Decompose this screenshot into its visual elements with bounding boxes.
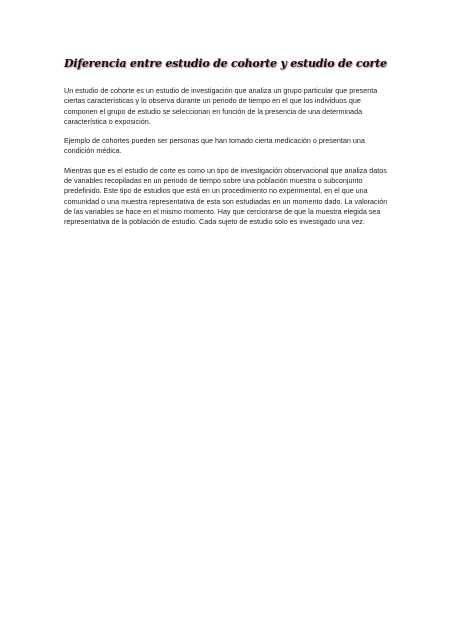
paragraph-cross-sectional-definition: Mientras que es el estudio de corte es como un tipo de investigación observacional que analiza datos de variables recopiladas en un periodo de tiempo sobre una población muestra o subconjunto predefinido. Este tipo de estudios que está en un procedimiento no experimental, en el que una comunidad o una muestra representativa de esta son estudiadas en un momento dado. La valoración de las variables se hace en el mismo momento. Hay que cerciorarse de que la muestra elegida sea representativa de la población de estudio. Cada sujeto de estudio solo es investigado una vez. (64, 165, 388, 227)
paragraph-cohort-definition: Un estudio de cohorte es un estudio de investigación que analiza un grupo particular que presenta ciertas características y lo observa durante un periodo de tiempo en el que los individuos que componen el grupo de estudio se seleccionan en función de la presencia de una determinada característica o exposición. (64, 86, 378, 126)
paragraph-cohort-example: Ejemplo de cohortes pueden ser personas que han tomado cierta medicación o presentan una condición médica. (64, 136, 365, 156)
document-title: Diferencia entre estudio de cohorte y estudio de corte (64, 57, 387, 70)
document-body (64, 86, 394, 237)
